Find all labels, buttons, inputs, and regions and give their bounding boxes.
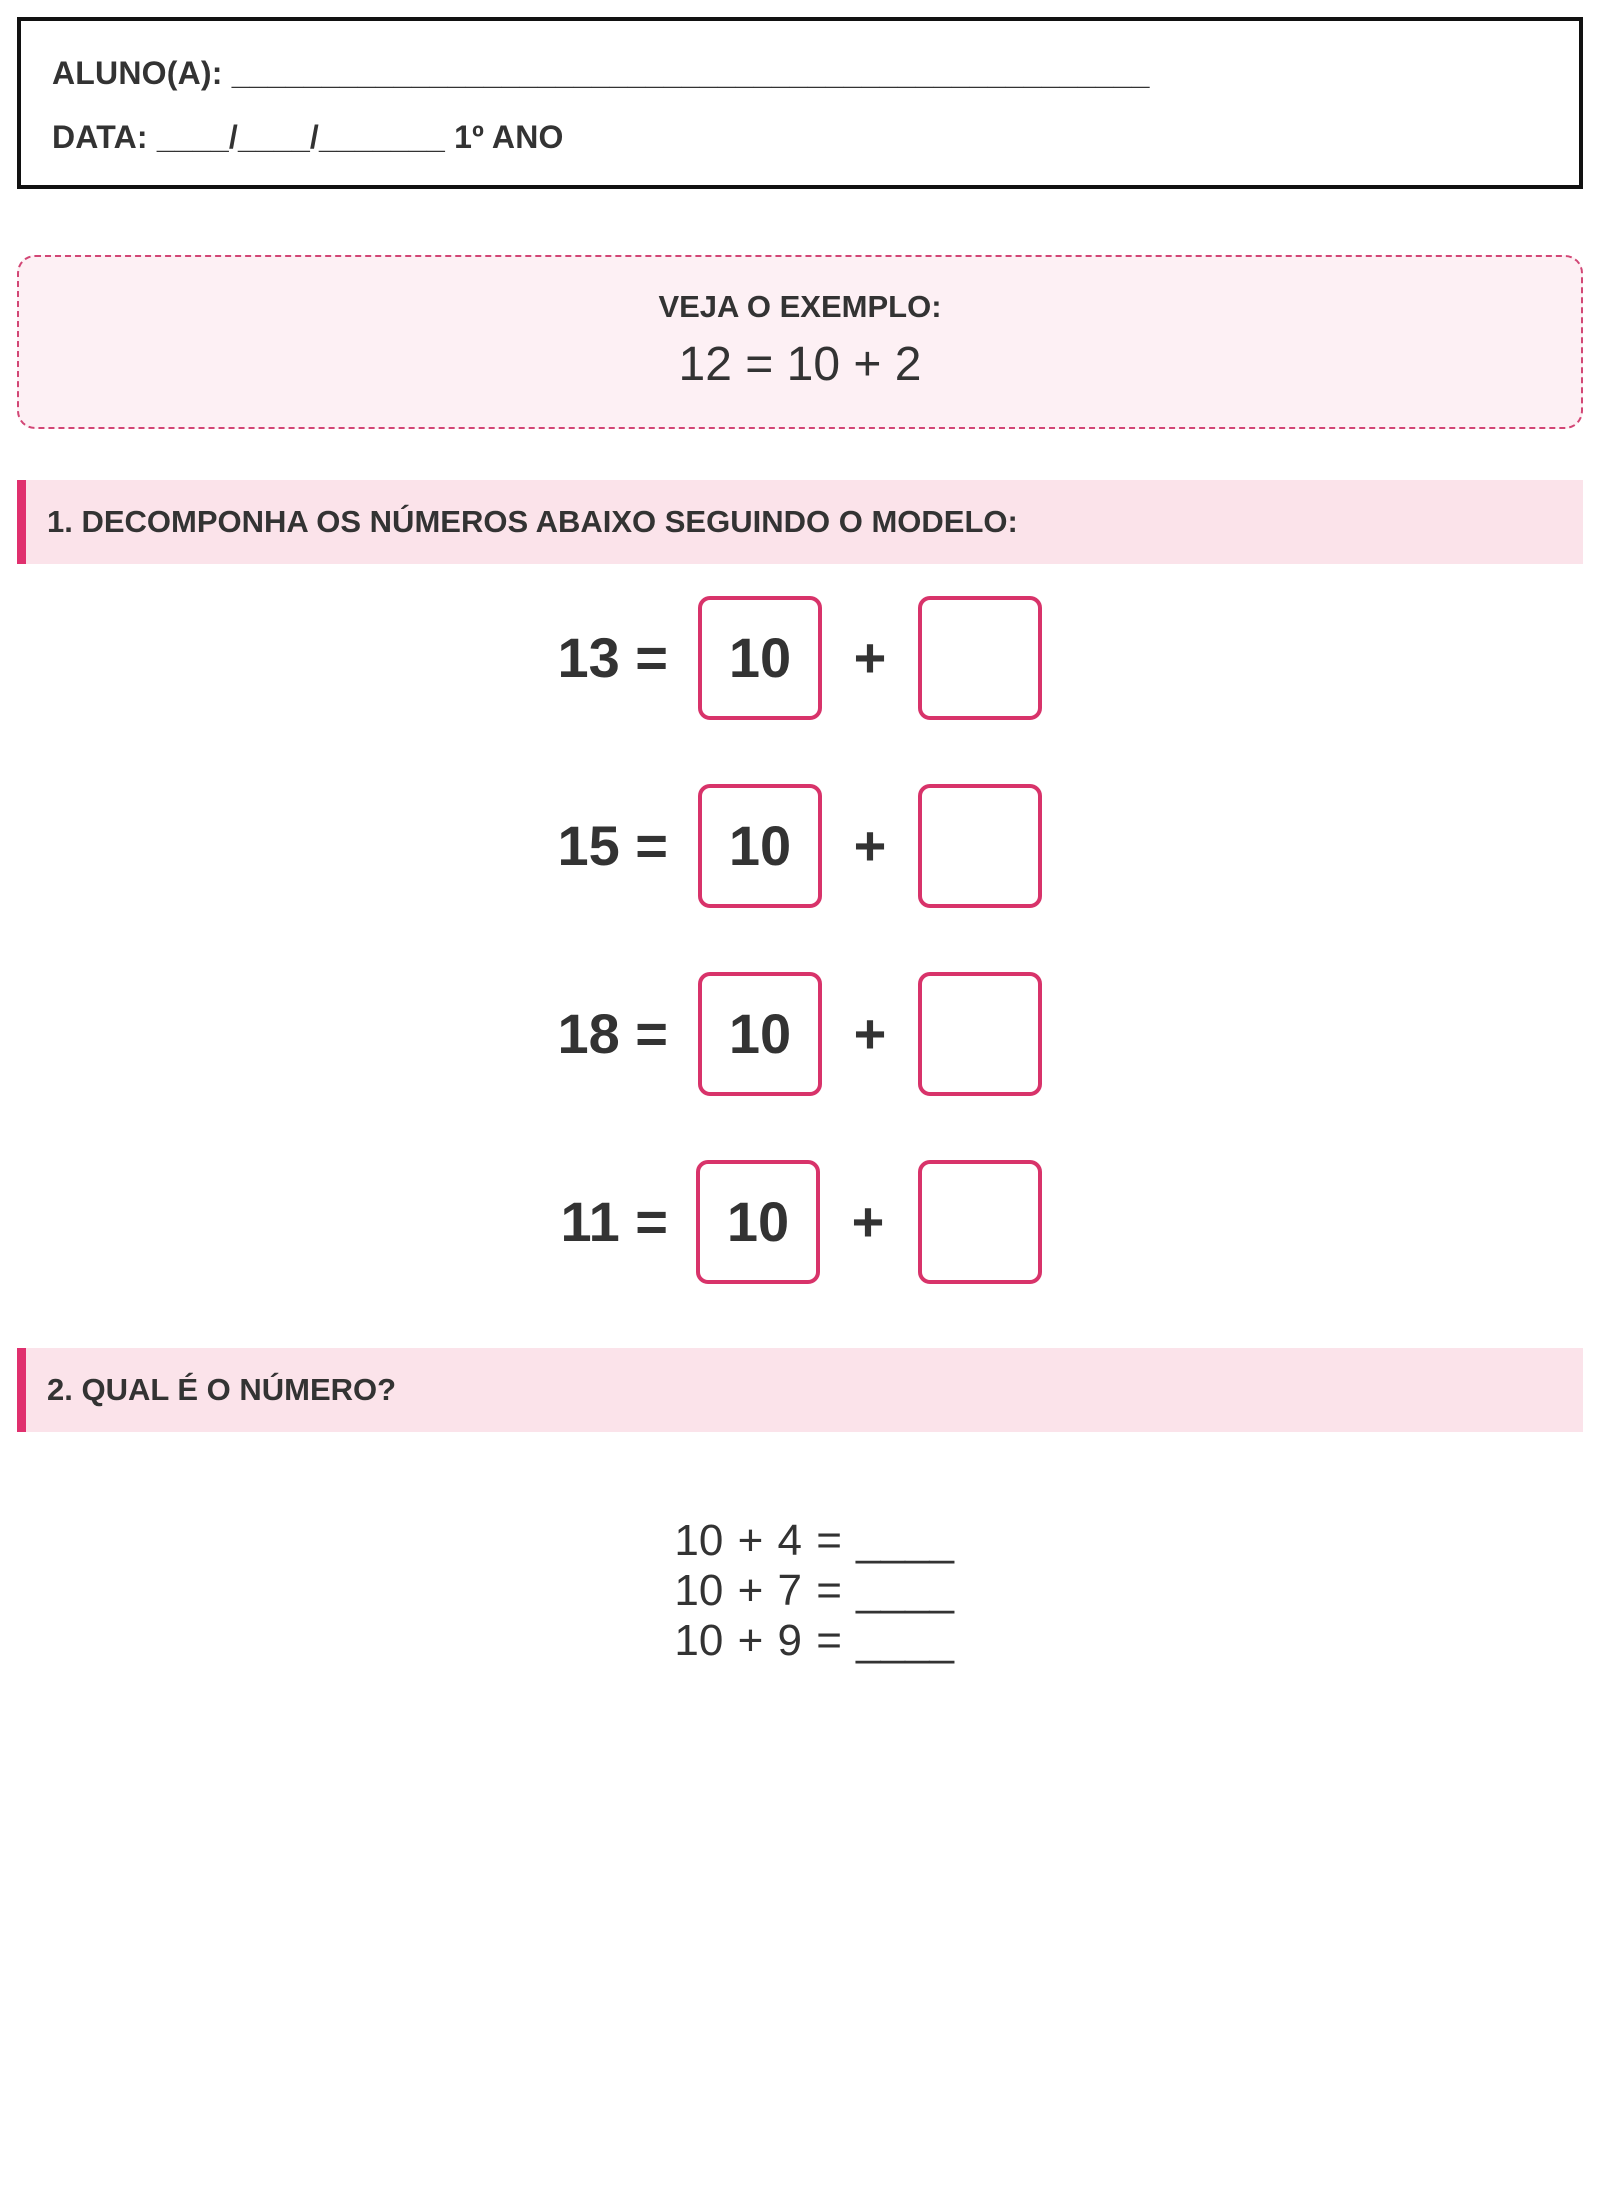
decompose-row (0, 972, 1600, 1098)
units-answer-box[interactable] (918, 1160, 1042, 1284)
section-1-header (17, 480, 1583, 564)
section-2-title: 2. QUAL É O NÚMERO? (47, 1372, 397, 1407)
row-number: 15 = (557, 814, 668, 877)
tens-box: 10 (698, 972, 822, 1096)
plus-sign: + (851, 1190, 885, 1253)
decompose-row (0, 784, 1600, 910)
tens-box: 10 (698, 596, 822, 720)
row-number: 13 = (557, 626, 668, 689)
units-answer-box[interactable] (918, 596, 1042, 720)
units-answer-box[interactable] (918, 972, 1042, 1096)
decompose-row (0, 1160, 1600, 1286)
plus-sign: + (853, 1002, 887, 1065)
sum-exercises (0, 1466, 1600, 1666)
sum-exercise[interactable]: 10 + 7 = ____ (674, 1566, 955, 1615)
units-answer-box[interactable] (918, 784, 1042, 908)
example-equation: 12 = 10 + 2 (678, 338, 922, 391)
example-box (17, 255, 1583, 429)
decompose-row (0, 596, 1600, 722)
example-title: VEJA O EXEMPLO: (658, 289, 942, 324)
plus-sign: + (853, 814, 887, 877)
sum-exercise[interactable]: 10 + 4 = ____ (674, 1516, 955, 1565)
tens-box: 10 (696, 1160, 820, 1284)
date-grade-line[interactable]: DATA: ____/____/_______ 1º ANO (52, 119, 564, 155)
section-1-title: 1. DECOMPONHA OS NÚMEROS ABAIXO SEGUINDO O MODELO: (47, 504, 1018, 539)
section-2-header (17, 1348, 1583, 1432)
tens-box: 10 (698, 784, 822, 908)
row-number: 18 = (557, 1002, 668, 1065)
student-info-box (17, 17, 1583, 189)
plus-sign: + (853, 626, 887, 689)
row-number: 11 = (560, 1190, 668, 1253)
student-name-line[interactable]: ALUNO(A): ___________________________________________________ (52, 55, 1150, 91)
sum-exercise[interactable]: 10 + 9 = ____ (674, 1616, 955, 1665)
